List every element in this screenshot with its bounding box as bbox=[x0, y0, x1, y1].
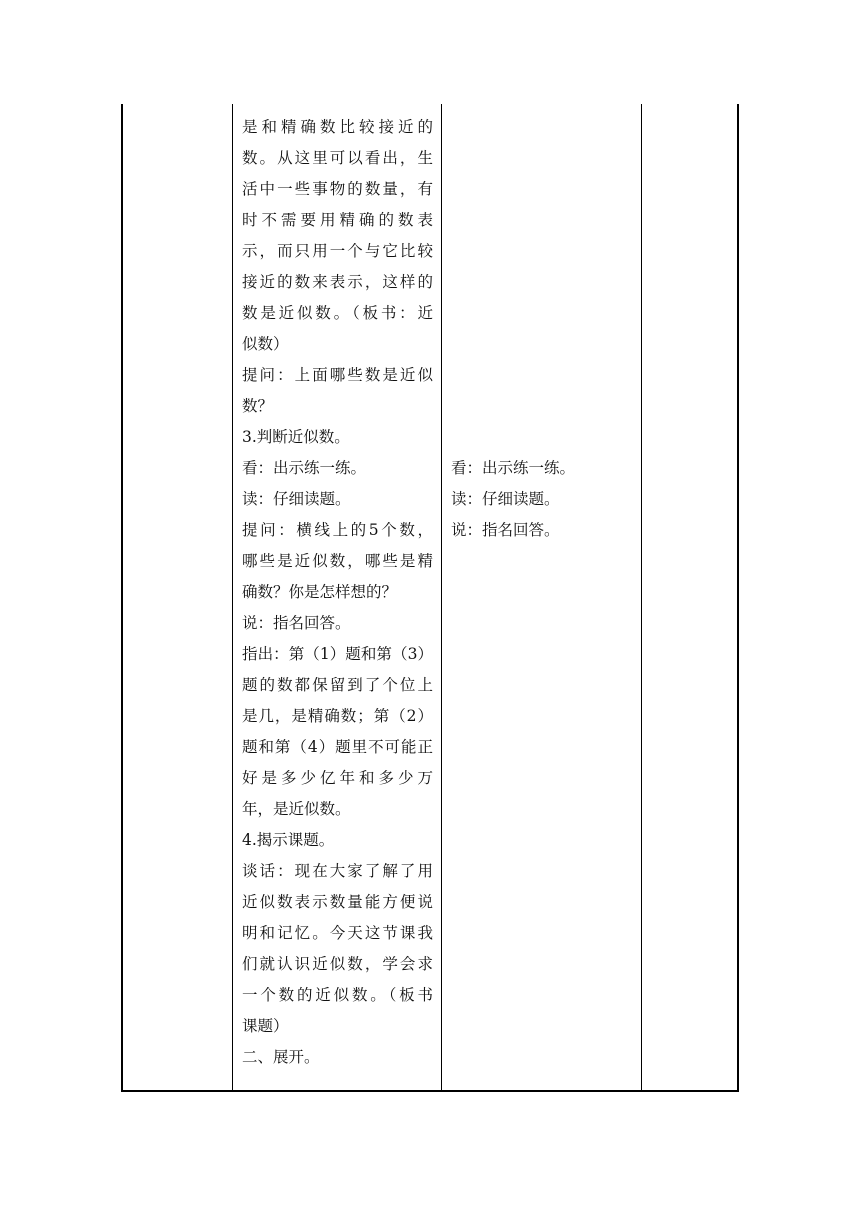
table-cell-teacher-activity bbox=[242, 112, 437, 1073]
table-bottom-border bbox=[121, 1090, 739, 1092]
text-line: 哪些是近似数，哪些是精 bbox=[242, 552, 433, 570]
text-line: 年，是近似数。 bbox=[242, 800, 351, 818]
text-line: 们就认识近似数，学会求 bbox=[242, 955, 433, 973]
text-line: 读：仔细读题。 bbox=[451, 490, 560, 508]
column-divider-2 bbox=[441, 104, 442, 1092]
text-line: 是几，是精确数；第（2） bbox=[242, 707, 433, 725]
text-line: 示，而只用一个与它比较 bbox=[242, 242, 433, 260]
text-line: 指出：第（1）题和第（3） bbox=[242, 645, 433, 663]
text-line: 4.揭示课题。 bbox=[242, 831, 335, 849]
text-line: 题和第（4）题里不可能正 bbox=[242, 738, 433, 756]
text-line: 3.判断近似数。 bbox=[242, 428, 350, 446]
text-line: 活中一些事物的数量，有 bbox=[242, 180, 433, 198]
text-line: 时不需要用精确的数表 bbox=[242, 211, 433, 229]
text-line: 好是多少亿年和多少万 bbox=[242, 769, 433, 787]
table-cell-student-activity bbox=[451, 453, 637, 546]
text-line: 题的数都保留到了个位上 bbox=[242, 676, 433, 694]
table-right-border bbox=[737, 104, 739, 1092]
text-line: 接近的数来表示，这样的 bbox=[242, 273, 433, 291]
text-line: 看：出示练一练。 bbox=[451, 459, 576, 477]
text-line: 数？ bbox=[242, 397, 274, 415]
text-line: 谈话：现在大家了解了用 bbox=[242, 862, 433, 880]
text-line: 二、展开。 bbox=[242, 1048, 320, 1066]
text-line: 数。从这里可以看出，生 bbox=[242, 149, 433, 167]
text-line: 提问：上面哪些数是近似 bbox=[242, 366, 433, 384]
text-line: 是和精确数比较接近的 bbox=[242, 118, 433, 136]
table-cell-col4 bbox=[642, 104, 737, 1090]
text-line: 近似数表示数量能方便说 bbox=[242, 893, 433, 911]
text-line: 课题） bbox=[242, 1017, 289, 1035]
text-line: 明和记忆。今天这节课我 bbox=[242, 924, 433, 942]
text-line: 说：指名回答。 bbox=[451, 521, 560, 539]
column-divider-1 bbox=[232, 104, 233, 1092]
text-line: 确数？你是怎样想的？ bbox=[242, 583, 398, 601]
text-line: 看：出示练一练。 bbox=[242, 459, 367, 477]
text-line: 提问：横线上的5个数， bbox=[242, 521, 433, 539]
text-line: 说：指名回答。 bbox=[242, 614, 351, 632]
text-line: 似数） bbox=[242, 335, 289, 353]
text-line: 一个数的近似数。（板书 bbox=[242, 986, 433, 1004]
table-cell-col1 bbox=[123, 104, 232, 1090]
text-line: 读：仔细读题。 bbox=[242, 490, 351, 508]
text-line: 数是近似数。（板书：近 bbox=[242, 304, 433, 322]
